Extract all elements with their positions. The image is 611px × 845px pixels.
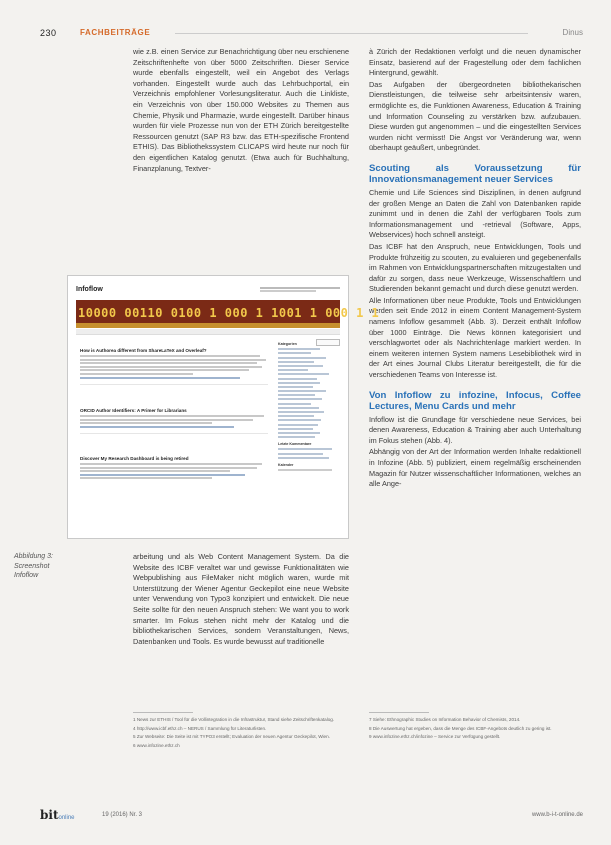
figure-post <box>80 348 268 385</box>
page-footer <box>40 808 583 822</box>
paragraph: à Zürich der Redaktionen verfolgt und die neuen dynamischer Einsatz, basierend auf der Fragestellung oder dem fachlichen Hintergrund, gewählt. <box>369 47 581 78</box>
sidebar-title: Kategorien <box>278 342 297 346</box>
footnote: 8 Die Auswertung hat ergeben, dass die Menge des ICBF-Angebots deutlich zu gering ist. <box>369 725 552 731</box>
figure-sidebar <box>278 338 338 473</box>
right-column <box>369 47 581 491</box>
figure-brand: Infoflow <box>76 286 103 293</box>
journal-logo: bitonline <box>40 808 75 822</box>
figure-banner <box>76 300 380 328</box>
post-title: Discover My Research Dashboard is being retired <box>80 456 189 461</box>
paragraph: Das ICBF hat den Anspruch, neue Entwicklungen, Tools und Produkte frühzeitig zu scouten, zu evaluieren und gegebenenfalls im Rahmen von Entwicklungspartnerschaften mitzugestalten und dafür zu sorgen, dass neue Werkzeuge, Wissenschaftlern und Studierenden bekannt gemacht und durch diese genutzt werden. <box>369 241 581 294</box>
paragraph: Abhängig von der Art der Information werden Inhalte redaktionell in Infozine (Abb. 5) publiziert, einem regelmäßig erscheinenden Magazin für Nutzer wissenschaftlicher Informationen, welches an alle Ange- <box>369 447 581 489</box>
figure-post <box>80 408 268 434</box>
paragraph: Alle Informationen über neue Produkte, Tools und Entwicklungen werden seit Ende 2012 in einem Content Management-System namens Infoflow gesammelt (Abb. 3). Derzeit enthält Infoflow über 1000 Einträge. Die News können kategorisiert und verschlagwortet oder als Nachrichtenlage markiert werden. In einem weiteren internen System namens Lesebibliothek wird in der Art eines Journal Clubs Literatur bereitgestellt, die für die verschiedenen Teams von Interesse ist. <box>369 295 581 380</box>
left-column-bottom <box>133 552 349 648</box>
footnotes-left <box>133 712 349 751</box>
section-heading: Von Infoflow zu infozine, Infocus, Coffee Lectures, Menu Cards und mehr <box>369 389 581 413</box>
paragraph: wie z.B. einen Service zur Benachrichtigung über neu erschienene Zeitschriftenhefte von über 5000 Zeitschriften. Dieser Service wurde ebenfalls eingestellt, weil ein Angebot des Verlags vorhanden. Eingestellt wurde auch das Lehrbuchportal, ein Verzeichnis empfohlener Vorlesungsliteratur. Auch die Linkliste, ein Verzeichnis von über 150.000 Websites zu Themen aus Chemie, Physik und Pharmazie, wurde eingestellt. Darüber hinaus wurden für viele Prozesse nun von der ETH Zürich bereitgestellte Ressourcen genutzt (SAP R3 bzw. das ETH-spezifische Frontend ETHIS). Das Bibliothekssystem CLICAPS wird heute nur noch für den eigentlichen Katalog genutzt. (Etwa auch für Buchhaltung, Finanzplanung, Textver- <box>133 47 349 173</box>
header-rule <box>175 33 528 34</box>
figure-post <box>80 456 268 481</box>
left-column-top <box>133 47 349 175</box>
banner-strip <box>76 323 340 328</box>
sidebar-title: Letzte Kommentare <box>278 442 312 447</box>
section-title: FACHBEITRÄGE <box>80 28 151 37</box>
banner-digits: 10000 00110 0100 1 000 1 1001 1 000 1 1 <box>78 306 380 320</box>
post-title: ORCID Author Identifiers: A Primer for Librarians <box>80 408 187 413</box>
paragraph: Das Aufgaben der übergeordneten bibliothekarischen Dienstleistungen, die teilweise sehr arbeitsintensiv waren, ermöglichte es, die Funktionen Awareness, Education & Training und Information Counseling zu verstärken bzw. aufzubauen. Diese wurden gut angenommen – und die eingestellten Services wurden nicht vermisst! Die Angst vor Veränderung war, wenn überhaupt geäußert, unbegründet. <box>369 79 581 153</box>
footnote: 9 www.infozine.ethz.ch/infozine – Service zur Verfügung gestellt. <box>369 734 501 740</box>
footnote: 7 Siehe: Ethnographic Studies on Information Behavior of Chemists, 2014. <box>369 717 521 722</box>
sidebar-title: Kalender <box>278 462 294 467</box>
page-header <box>40 28 583 40</box>
figure-nav-bar <box>76 329 340 335</box>
issue-info: 19 (2016) Nr. 3 <box>102 812 143 818</box>
footnotes-right <box>369 712 581 743</box>
footnote: 6 www.infozine.ethz.ch <box>133 742 180 748</box>
page-number: 230 <box>40 28 57 38</box>
footnote: 1 News zur ETHIS / Tool für die Vollintegration in die Infrastruktur, Stand siehe Zeitschriftenkatalog. <box>133 717 335 722</box>
header-author: Dinus <box>562 28 583 37</box>
section-heading: Scouting als Voraussetzung für Innovationsmanagement neuer Services <box>369 162 581 186</box>
figure-tagline <box>260 286 340 296</box>
paragraph: Infoflow ist die Grundlage für verschiedene neue Services, bei denen Awareness, Education & Training aber auch Unterhaltung im Fokus stehen (Abb. 4). <box>369 414 581 445</box>
figure-caption: Abbildung 3: Screenshot Infoflow <box>14 553 53 579</box>
paragraph: Chemie und Life Sciences sind Disziplinen, in denen aufgrund der großen Menge an Daten die Zahl von Datenbanken rapide zunimmt und in denen die Zahl der verfügbaren Tools zum Informationsmanagement und -retrieval (Software, Apps, Webservices) hoch schnell ansteigt. <box>369 187 581 240</box>
footnote: 4 http://www.icbf.ethz.ch – NERUS / Sammlung für Literaturlisten. <box>133 725 267 731</box>
post-title: How is Authorea different from ShareLaTeX and Overleaf? <box>80 348 207 353</box>
footnote: 5 Zur Webseite: Die Seite ist mit TYPO3 erstellt; Evaluation der neuen Agentur Geckepilot, Wien. <box>133 734 330 740</box>
journal-url: www.b-i-t-online.de <box>531 812 583 818</box>
figure-infoflow-screenshot <box>67 275 380 539</box>
paragraph: arbeitung und als Web Content Management System. Da die Website des ICBF veraltet war und gewisse Funktionalitäten wie Webpublishing aus FileMaker nicht möglich waren, wurde mit Unterstützung der Wiener Agentur Geckepilot eine neue Website unter Verwendung von Typo3 konzipiert und entwickelt. Die neue Seite sollte für den neuen Anspruch stehen: We want you to work smarter. Im Fokus stehen nicht mehr der Katalog und die bibliothekarischen Services, sondern Veranstaltungen, News, Datenbanken und Tools. Es wurde bewusst auf traditionelle <box>133 552 349 646</box>
